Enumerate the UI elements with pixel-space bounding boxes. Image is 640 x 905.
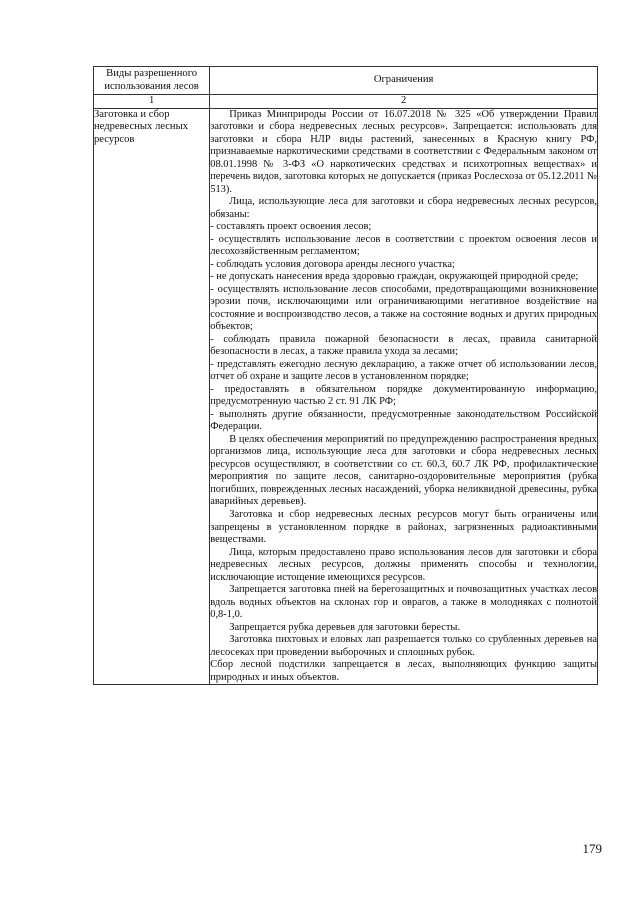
restrictions-table	[93, 66, 598, 685]
header-restrictions: Ограничения	[210, 67, 598, 95]
paragraph: В целях обеспечения мероприятий по предупреждению распространения вредных организмов лица, использующие леса для заготовки и сбора недревесных лесных ресурсов осуществляют, в соответствии со ст. 60.3, 60.7 ЛК РФ, профилактические мероприятия по защите лесов, санитарно-оздоровительные мероприятия (рубка погибших, поврежденных лесных насаждений, уборка неликвидной древесины, рубка аварийных деревьев).	[210, 433, 597, 508]
paragraph: Заготовка и сбор недревесных лесных ресурсов могут быть ограничены или запрещены в установленном порядке в районах, загрязненных радиоактивными веществами.	[210, 509, 597, 546]
column-number-2: 2	[210, 95, 598, 109]
paragraph: Приказ Минприроды России от 16.07.2018 № 325 «Об утверждении Правил заготовки и сбора недревесных лесных ресурсов». Запрещается: использовать для заготовки и сбора НЛР виды растений, занесенных в Красную книгу РФ, признаваемые наркотическими средствами в соответствии с Федеральным законом от 08.01.1998 № 3-ФЗ «О наркотических средствах и психотропных веществах» и перечень видов, заготовка которых не допускается (приказ Рослесхоза от 05.12.2011 № 513).	[210, 108, 597, 195]
table-column-numbers-row	[94, 95, 598, 109]
column-number-1: 1	[94, 95, 210, 109]
list-item: - предоставлять в обязательном порядке документированную информацию, предусмотренную частью 2 ст. 91 ЛК РФ;	[210, 383, 597, 408]
header-activity-types: Виды разрешенного использования лесов	[94, 67, 210, 95]
paragraph: Заготовка пихтовых и еловых лап разрешается только со срубленных деревьев на лесосеках при проведении выборочных и сплошных рубок.	[210, 634, 597, 658]
list-item: - не допускать нанесения вреда здоровью граждан, окружающей природной среде;	[210, 271, 579, 283]
paragraph: Запрещается заготовка пней на берегозащитных и почвозащитных участках лесов вдоль водных объектов на склонах гор и оврагов, а также в молодняках с полнотой 0,8-1,0.	[210, 584, 597, 621]
table-header-row	[94, 67, 598, 95]
table-row	[94, 108, 598, 685]
paragraph: Запрещается рубка деревьев для заготовки бересты.	[229, 621, 461, 633]
paragraph: Сбор лесной подстилки запрещается в лесах, выполняющих функцию защиты природных и иных объектов.	[210, 659, 597, 683]
list-item: - осуществлять использование лесов способами, предотвращающими возникновение эрозии почв, исключающими или ограничивающими негативное воздействие на состояние и воспроизводство лесов, а также на состояние водных и других природных объектов;	[210, 283, 597, 333]
list-item: - соблюдать правила пожарной безопасности в лесах, правила санитарной безопасности в лесах, а также правила ухода за лесами;	[210, 333, 597, 358]
paragraph: Лица, использующие леса для заготовки и сбора недревесных лесных ресурсов, обязаны:	[210, 196, 597, 220]
restrictions-cell	[210, 108, 598, 685]
paragraph: Лица, которым предоставлено право использования лесов для заготовки и сбора недревесных лесных ресурсов, должны применять способы и технологии, исключающие истощение имеющихся ресурсов.	[210, 546, 597, 583]
list-item: - составлять проект освоения лесов;	[210, 221, 372, 233]
list-item: - представлять ежегодно лесную декларацию, а также отчет об использовании лесов, отчет об охране и защите лесов в установленном порядке;	[210, 358, 597, 383]
list-item: - осуществлять использование лесов в соответствии с проектом освоения лесов и лесохозяйственным регламентом;	[210, 233, 597, 258]
list-item: - выполнять другие обязанности, предусмотренные законодательством Российской Федерации.	[210, 408, 597, 433]
page-number: 179	[582, 841, 602, 856]
list-item: - соблюдать условия договора аренды лесного участка;	[210, 258, 455, 270]
activity-type-cell: Заготовка и сбор недревесных лесных ресурсов	[94, 108, 210, 685]
